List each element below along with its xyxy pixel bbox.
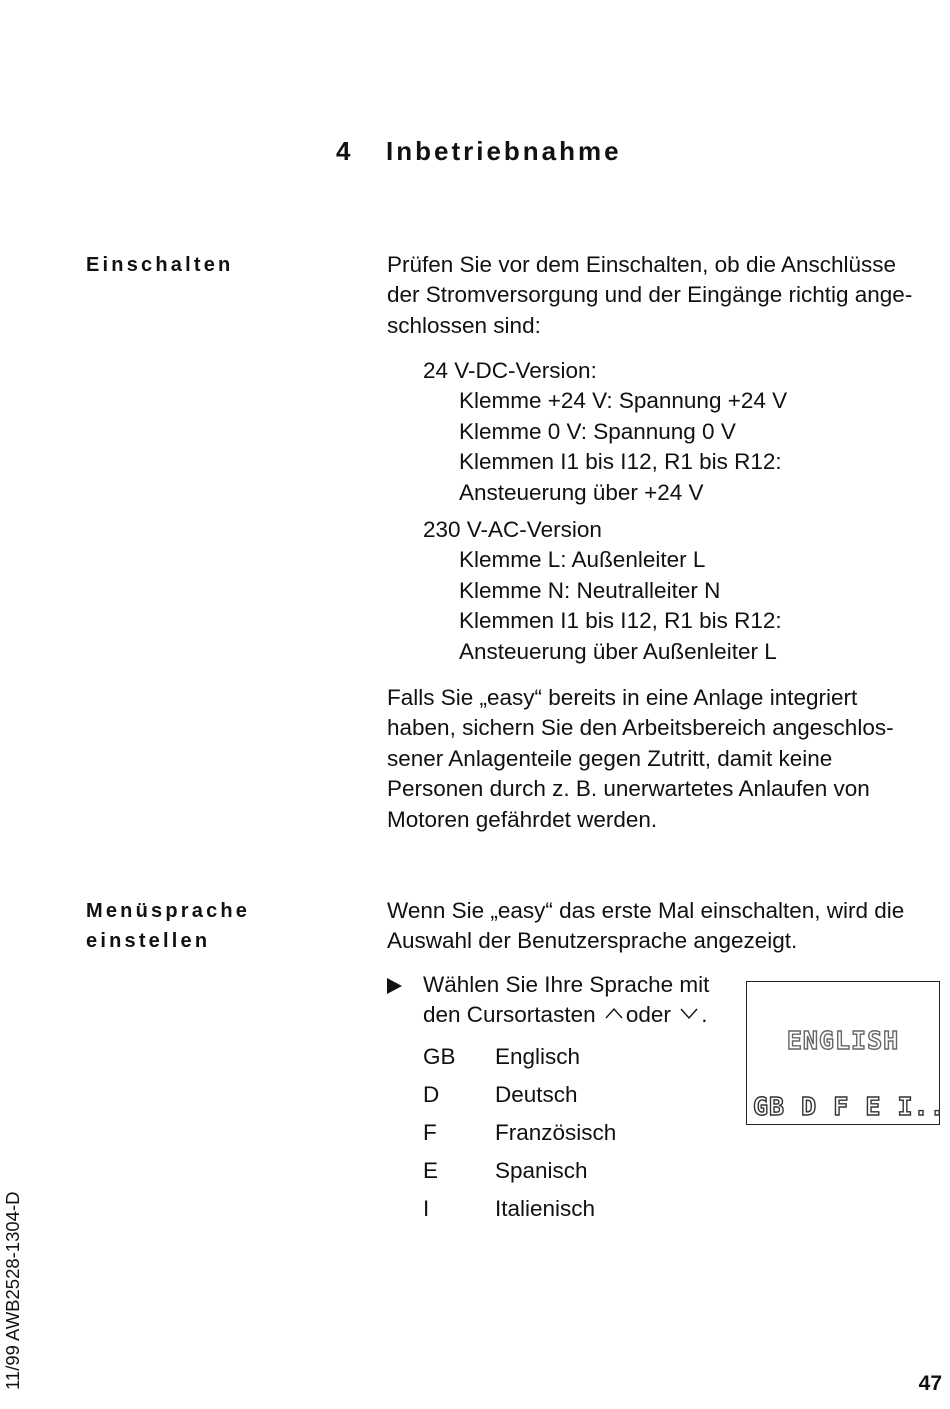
language-name: Französisch bbox=[495, 1120, 617, 1145]
text-line: Motoren gefährdet werden. bbox=[387, 806, 658, 832]
list-item: Klemme N: Neutralleiter N bbox=[459, 577, 721, 603]
dc-version-list bbox=[423, 356, 787, 508]
language-code: I bbox=[423, 1196, 430, 1221]
text-line: Falls Sie „easy“ bereits in eine Anlage integriert bbox=[387, 685, 858, 710]
language-code: D bbox=[423, 1082, 440, 1107]
dc-version-title: 24 V-DC-Version: bbox=[423, 358, 597, 383]
table-row bbox=[423, 1038, 616, 1076]
text-line: haben, sichern Sie den Arbeitsbereich angeschlos- bbox=[387, 715, 894, 741]
page-number: 47 bbox=[918, 1372, 942, 1395]
lcd-display bbox=[746, 981, 946, 1125]
cursor-up-icon bbox=[605, 1006, 623, 1020]
language-name: Spanisch bbox=[495, 1158, 588, 1183]
heading-line: einstellen bbox=[86, 930, 211, 952]
section-heading-einschalten: Einschalten bbox=[86, 254, 234, 276]
section-heading-menuesprache bbox=[86, 896, 250, 956]
step-text: den Cursortasten bbox=[423, 1002, 596, 1028]
instruction-step bbox=[387, 970, 709, 1031]
text-line: sener Anlagenteile gegen Zutritt, damit keine bbox=[387, 745, 833, 771]
lcd-line-language-list: GB D F E I.. bbox=[753, 1092, 946, 1121]
step-line bbox=[387, 1000, 709, 1030]
language-name: Deutsch bbox=[495, 1082, 578, 1107]
language-name: Italienisch bbox=[495, 1196, 596, 1221]
document-reference: 11/99 AWB2528-1304-D bbox=[2, 1191, 23, 1390]
bullet-arrow-icon bbox=[387, 978, 402, 994]
chapter-number: 4 bbox=[336, 136, 354, 166]
chapter-title bbox=[336, 136, 622, 167]
table-row bbox=[423, 1114, 616, 1152]
chapter-title-text: Inbetriebnahme bbox=[386, 136, 622, 166]
text-line: Auswahl der Benutzersprache angezeigt. bbox=[387, 928, 798, 954]
list-item: Klemmen I1 bis I12, R1 bis R12: bbox=[459, 608, 782, 634]
language-intro-paragraph bbox=[387, 896, 947, 957]
intro-paragraph bbox=[387, 250, 947, 341]
text-line: Personen durch z. B. unerwartetes Anlaufen von bbox=[387, 776, 870, 802]
list-item: Klemme 0 V: Spannung 0 V bbox=[459, 418, 736, 444]
warning-paragraph bbox=[387, 683, 947, 835]
list-item: Ansteuerung über +24 V bbox=[459, 479, 704, 505]
list-item: Klemme L: Außenleiter L bbox=[459, 547, 706, 573]
step-text: oder bbox=[625, 1002, 671, 1028]
list-item: Klemmen I1 bis I12, R1 bis R12: bbox=[459, 449, 782, 475]
language-code: E bbox=[423, 1158, 439, 1183]
step-line: Wählen Sie Ihre Sprache mit bbox=[423, 972, 710, 997]
table-row bbox=[423, 1190, 616, 1228]
language-code: GB bbox=[423, 1044, 456, 1069]
ac-version-list bbox=[423, 515, 782, 667]
list-item: Ansteuerung über Außenleiter L bbox=[459, 638, 777, 664]
lcd-line-selected-language: ENGLISH bbox=[786, 1026, 900, 1055]
cursor-down-icon bbox=[680, 1006, 698, 1020]
table-row bbox=[423, 1076, 616, 1114]
list-item: Klemme +24 V: Spannung +24 V bbox=[459, 388, 788, 414]
text-line: schlossen sind: bbox=[387, 312, 541, 338]
language-code: F bbox=[423, 1120, 437, 1145]
table-row bbox=[423, 1152, 616, 1190]
heading-line: Menüsprache bbox=[86, 900, 251, 922]
text-line: Prüfen Sie vor dem Einschalten, ob die Anschlüsse bbox=[387, 252, 897, 277]
language-name: Englisch bbox=[495, 1044, 581, 1069]
language-table bbox=[423, 1038, 616, 1228]
step-text: . bbox=[701, 1002, 708, 1028]
text-line: Wenn Sie „easy“ das erste Mal einschalten, wird die bbox=[387, 898, 905, 923]
ac-version-title: 230 V-AC-Version bbox=[423, 517, 602, 542]
text-line: der Stromversorgung und der Eingänge richtig ange- bbox=[387, 282, 913, 308]
